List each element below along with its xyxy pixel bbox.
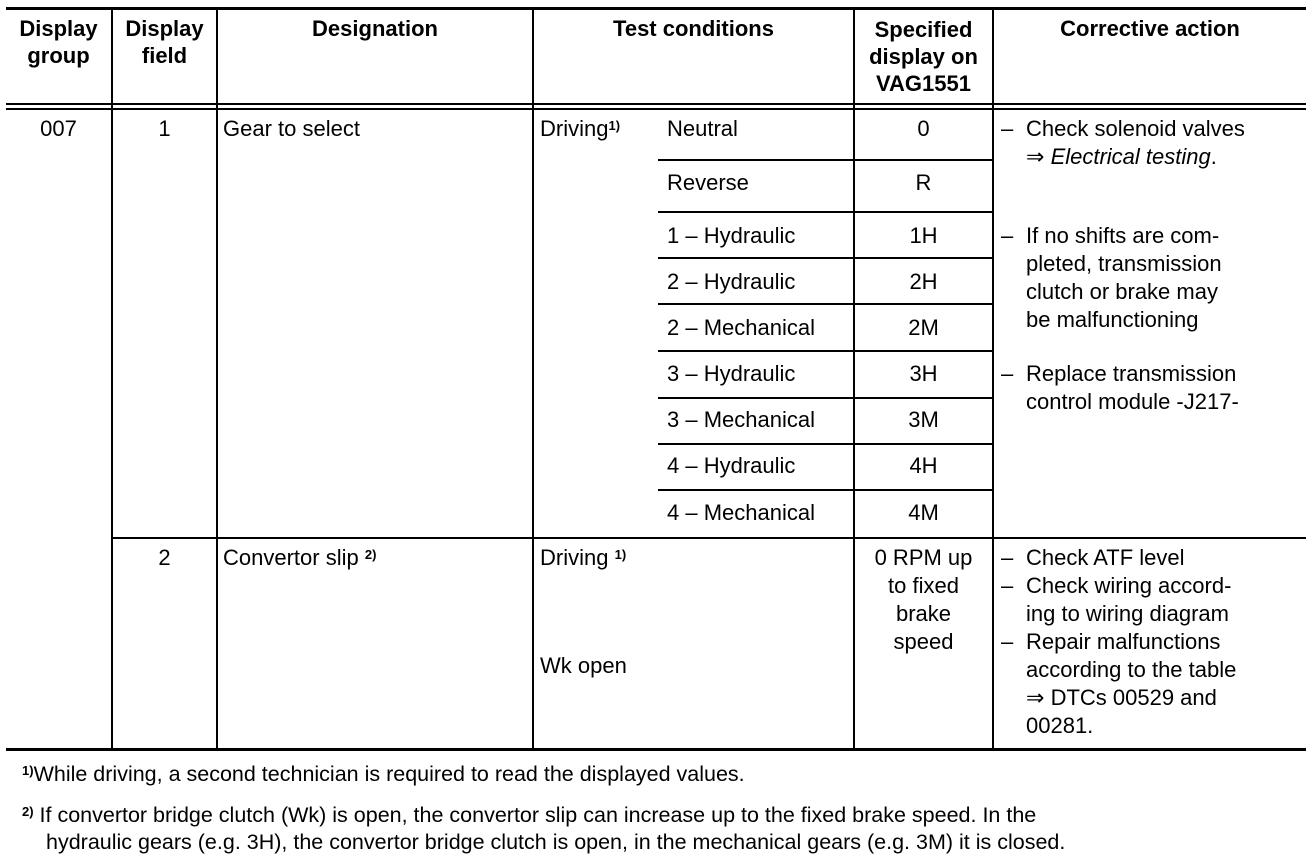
- condition-driving-1-note: 1): [608, 118, 621, 133]
- action-replace-module-line: Replace transmission: [1026, 361, 1237, 386]
- gear-row-sep: [658, 443, 993, 445]
- condition-wk-open: Wk open: [540, 653, 627, 678]
- header-display-field-line2: field: [141, 43, 188, 68]
- action-dash: –: [1001, 573, 1014, 598]
- display-group-value: 007: [40, 116, 77, 141]
- footnote-2-continued: hydraulic gears (e.g. 3H), the convertor bridge clutch is open, in the mechanical gears (e.g. 3M) it is closed.: [46, 830, 1066, 854]
- gear-display: 4M: [908, 500, 939, 525]
- action-dash: –: [1001, 223, 1014, 248]
- gear-name: 2 – Mechanical: [667, 315, 815, 340]
- action-check-atf: Check ATF level: [1026, 545, 1185, 570]
- action-dash: –: [1001, 116, 1014, 141]
- electrical-testing-period: .: [1210, 144, 1217, 169]
- field2-display-line: to fixed: [888, 573, 959, 598]
- condition-driving-2-note: 1): [614, 547, 627, 562]
- header-specified-line2: display on: [869, 44, 978, 69]
- arrow-icon: ⇒: [1026, 145, 1045, 170]
- footnote-1: [22, 760, 745, 788]
- header-corrective-action: Corrective action: [1060, 16, 1240, 41]
- gear-name: 4 – Mechanical: [667, 500, 815, 525]
- action-no-shifts-line: be malfunctioning: [1026, 307, 1199, 332]
- condition-driving-2-text: Driving: [540, 545, 609, 570]
- header-specified-line3: VAG1551: [876, 71, 971, 96]
- header-test-conditions: Test conditions: [613, 16, 774, 41]
- condition-driving-2: [540, 544, 626, 572]
- action-check-solenoid: Check solenoid valves: [1026, 116, 1245, 141]
- action-dtc-last: 00281.: [1026, 713, 1094, 738]
- col-divider-2: [216, 7, 218, 750]
- gear-row-sep: [658, 257, 993, 259]
- table-bottom-border: [6, 748, 1306, 751]
- col-divider-5: [992, 7, 994, 750]
- action-repair-line: according to the table: [1026, 657, 1237, 682]
- header-designation: Designation: [312, 16, 438, 41]
- gear-row-sep: [658, 211, 993, 213]
- action-no-shifts-line: clutch or brake may: [1026, 279, 1218, 304]
- footnote-1-mark: 1): [22, 763, 34, 778]
- gear-name: Neutral: [667, 116, 738, 141]
- field2-display-value: [855, 544, 992, 656]
- gear-name: 1 – Hydraulic: [667, 223, 796, 248]
- header-specified-line1: Specified: [874, 17, 973, 42]
- electrical-testing-text: Electrical testing: [1050, 144, 1211, 169]
- designation-convertor-slip-note: 2): [364, 547, 377, 562]
- gear-display: 3M: [908, 407, 939, 432]
- header-display-field-line1: Display: [125, 16, 204, 41]
- designation-convertor-slip-text: Convertor slip: [223, 545, 359, 570]
- header-bottom-border: [6, 103, 1306, 105]
- header-bottom-border-2: [6, 108, 1306, 110]
- gear-row-sep: [658, 397, 993, 399]
- action-check-wiring-line: ing to wiring diagram: [1026, 601, 1229, 626]
- condition-driving-1: [540, 115, 620, 143]
- header-display-field: [113, 15, 216, 69]
- action-no-shifts-line: If no shifts are com-: [1026, 223, 1220, 248]
- table-top-border: [6, 7, 1306, 10]
- gear-name: 4 – Hydraulic: [667, 453, 796, 478]
- condition-driving-1-text: Driving: [540, 116, 609, 141]
- header-display-group-line1: Display: [19, 16, 98, 41]
- action-electrical-testing-link: [1026, 143, 1217, 172]
- gear-display: 3H: [909, 361, 938, 386]
- designation-convertor-slip: [223, 544, 376, 572]
- footnote-2: [22, 801, 1036, 829]
- gear-display: 0: [917, 116, 930, 141]
- gear-row-sep: [658, 489, 993, 491]
- gear-display: 2H: [909, 269, 938, 294]
- footnote-2-line1: If convertor bridge clutch (Wk) is open, the convertor slip can increase up to the fixed brake speed. In the: [39, 803, 1037, 827]
- display-field-2: 2: [158, 545, 171, 570]
- header-display-group: [6, 15, 111, 69]
- header-specified-display: [855, 16, 992, 97]
- field2-display-line: brake: [895, 601, 952, 626]
- header-display-group-line2: group: [27, 43, 90, 68]
- action-repair-line: Repair malfunctions: [1026, 629, 1221, 654]
- action-dtc-reference: [1026, 684, 1217, 713]
- action-dtc-text: DTCs 00529 and: [1050, 685, 1217, 710]
- action-dash: –: [1001, 545, 1014, 570]
- gear-row-sep: [658, 350, 993, 352]
- field-row-separator: [111, 537, 1306, 539]
- designation-gear-to-select: Gear to select: [223, 116, 360, 141]
- gear-display: 2M: [908, 315, 939, 340]
- field2-display-line: speed: [893, 629, 954, 654]
- arrow-icon: ⇒: [1026, 686, 1045, 711]
- footnote-1-text: While driving, a second technician is required to read the displayed values.: [33, 762, 745, 786]
- display-field-1: 1: [158, 116, 171, 141]
- col-divider-3: [532, 7, 534, 750]
- action-dash: –: [1001, 361, 1014, 386]
- gear-display: 4H: [909, 453, 938, 478]
- gear-row-sep: [658, 159, 993, 161]
- gear-display: R: [915, 170, 932, 195]
- gear-name: Reverse: [667, 170, 749, 195]
- action-dash: –: [1001, 629, 1014, 654]
- gear-row-sep: [658, 303, 993, 305]
- action-replace-module-line: control module -J217-: [1026, 389, 1239, 414]
- gear-name: 3 – Hydraulic: [667, 361, 796, 386]
- gear-display: 1H: [909, 223, 938, 248]
- footnote-2-mark: 2): [22, 804, 34, 819]
- field2-display-line: 0 RPM up: [874, 545, 973, 570]
- gear-name: 3 – Mechanical: [667, 407, 815, 432]
- action-check-wiring-line: Check wiring accord-: [1026, 573, 1232, 598]
- gear-name: 2 – Hydraulic: [667, 269, 796, 294]
- action-no-shifts-line: pleted, transmission: [1026, 251, 1222, 276]
